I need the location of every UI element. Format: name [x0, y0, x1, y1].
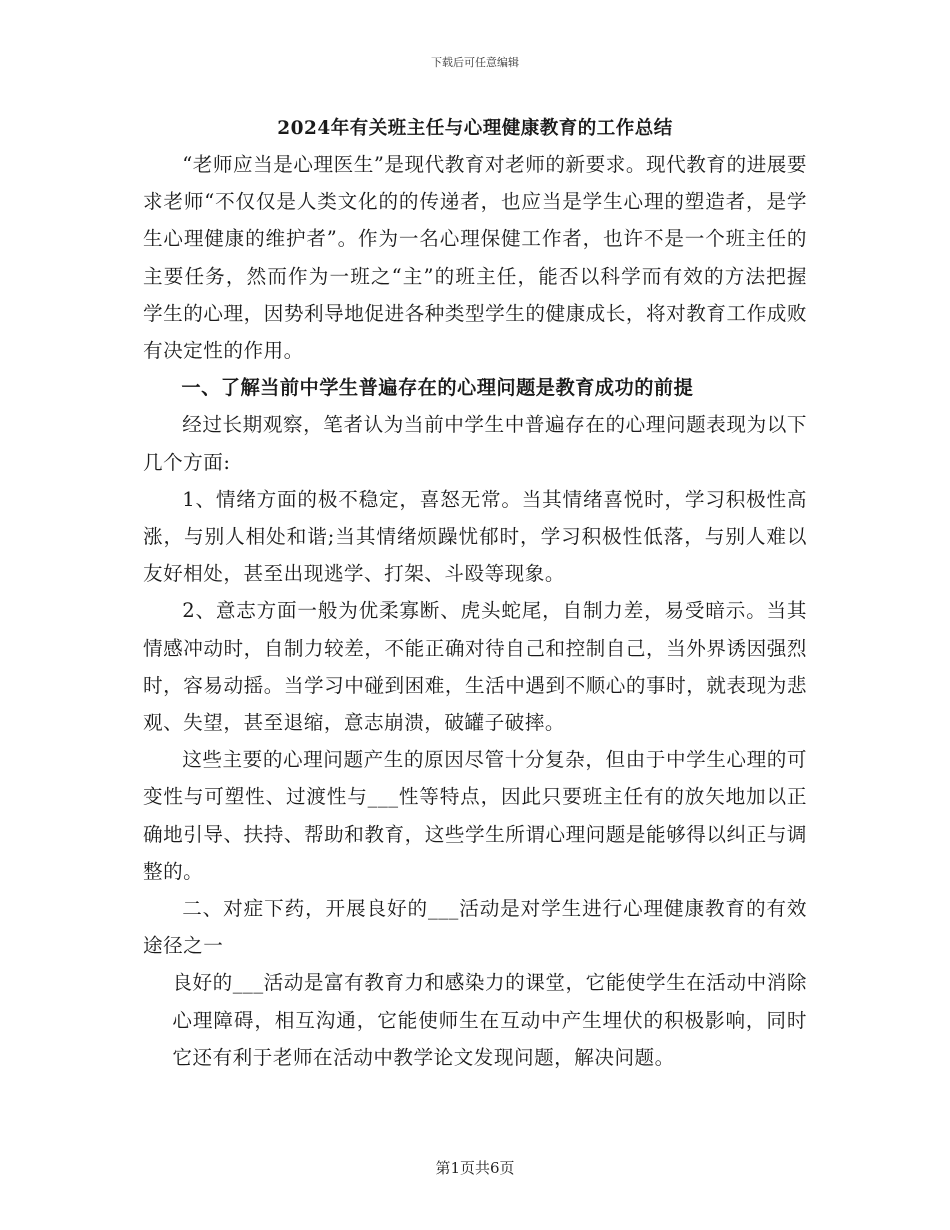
page-footer: 第1页共6页 [435, 1159, 515, 1177]
paragraph-activities: 良好的___活动是富有教育力和感染力的课堂，它能使学生在活动中消除心理障碍，相互沟通，它能使师生在互动中产生埋伏的积极影响，同时它还有利于老师在活动中教学论文发现问题，解决问题。 [172, 971, 807, 1069]
paragraph-point-1: 1、情绪方面的极不稳定，喜怒无常。当其情绪喜悦时，学习积极性高涨，与别人相处和谐;当其情绪烦躁忧郁时，学习积极性低落，与别人难以友好相处，甚至出现逃学、打架、斗殴等现象。 [143, 487, 807, 586]
paragraph-causes: 这些主要的心理问题产生的原因尽管十分复杂，但由于中学生心理的可变性与可塑性、过渡性与___性等特点，因此只要班主任有的放矢地加以正确地引导、扶持、帮助和教育，这些学生所谓心理问题是能够得以纠正与调整的。 [143, 748, 807, 883]
section-heading-1: 一、了解当前中学生普遍存在的心理问题是教育成功的前提 [181, 376, 694, 400]
page-header: 下载后可任意编辑 [431, 56, 519, 69]
section-heading-2: 二、对症下药，开展良好的___活动是对学生进行心理健康教育的有效途径之一 [143, 897, 807, 958]
paragraph-point-2: 2、意志方面一般为优柔寡断、虎头蛇尾，自制力差，易受暗示。当其情感冲动时，自制力较差，不能正确对待自己和控制自己，当外界诱因强烈时，容易动摇。当学习中碰到困难，生活中遇到不顺心的事时，就表现为悲观、失望，甚至退缩，意志崩溃，破罐子破摔。 [143, 599, 807, 735]
paragraph-intro: “老师应当是心理医生”是现代教育对老师的新要求。现代教育的进展要求老师“不仅仅是人类文化的的传递者，也应当是学生心理的塑造者，是学生心理健康的维护者”。作为一名心理保健工作者，也许不是一个班主任的主要任务，然而作为一班之“主”的班主任，能否以科学而有效的方法把握学生的心理，因势利导地促进各种类型学生的健康成长，将对教育工作成败有决定性的作用。 [143, 153, 807, 363]
paragraph-observation: 经过长期观察，笔者认为当前中学生中普遍存在的心理问题表现为以下几个方面: [143, 413, 807, 474]
document-title: 2024年有关班主任与心理健康教育的工作总结 [277, 118, 673, 139]
document-body [143, 146, 807, 1076]
